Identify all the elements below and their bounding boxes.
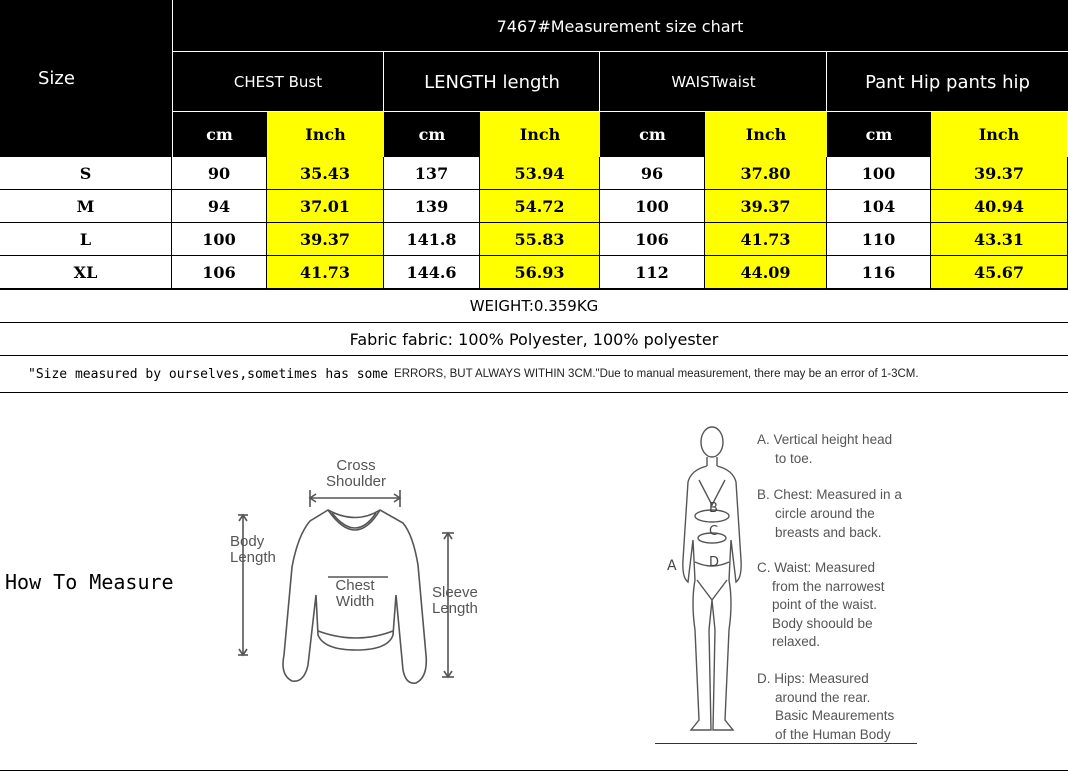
cell-inch: 37.80 (705, 157, 827, 190)
cell-inch: 35.43 (267, 157, 384, 190)
cell-inch: 44.09 (705, 256, 827, 289)
row-size-label: L (0, 223, 172, 256)
cell-inch: 37.01 (267, 190, 384, 223)
cell-inch: 41.73 (267, 256, 384, 289)
unit-inch-length: Inch (480, 112, 600, 157)
instruction-a: A. Vertical height head to toe. (757, 432, 893, 466)
instruction-b: B. Chest: Measured in a circle around the breasts and back. (757, 487, 902, 540)
garment-diagram (228, 455, 488, 690)
chart-title: 7467#Measurement size chart (172, 0, 1068, 52)
unit-cm-hip: cm (827, 112, 931, 157)
unit-inch-hip: Inch (931, 112, 1067, 157)
body-marker-a: A (667, 558, 677, 574)
label-sleeve-length: Sleeve Length (432, 584, 478, 617)
unit-cm-length: cm (384, 112, 480, 157)
cell-cm: 144.6 (384, 256, 480, 289)
unit-inch-waist: Inch (705, 112, 827, 157)
label-cross-shoulder: Cross Shoulder (325, 457, 387, 490)
cell-cm: 141.8 (384, 223, 480, 256)
group-header-chest: CHEST Bust (172, 52, 384, 112)
cell-cm: 100 (172, 223, 267, 256)
cell-cm: 104 (827, 190, 931, 223)
cell-cm: 112 (600, 256, 705, 289)
note-part-2: ERRORS, BUT ALWAYS WITHIN 3CM."Due to manual measurement, there may be an error of 1-3CM. (394, 368, 919, 380)
cell-inch: 53.94 (480, 157, 600, 190)
cell-inch: 45.67 (931, 256, 1068, 289)
cell-cm: 110 (827, 223, 931, 256)
cell-cm: 94 (172, 190, 267, 223)
label-body-length: Body Length (230, 533, 276, 566)
label-chest-width: Chest Width (335, 577, 375, 610)
body-marker-d: D (709, 555, 720, 570)
note-part-1: "Size measured by ourselves,sometimes has some (28, 366, 389, 382)
cell-cm: 116 (827, 256, 931, 289)
unit-cm-waist: cm (600, 112, 705, 157)
group-header-hip: Pant Hip pants hip (827, 52, 1068, 112)
cell-cm: 137 (384, 157, 480, 190)
body-marker-b: B (709, 501, 718, 516)
instruction-d: D. Hips: Measured around the rear. Basic Meaurements of the Human Body (757, 671, 895, 742)
cell-inch: 55.83 (480, 223, 600, 256)
fabric-row: Fabric fabric: 100% Polyester, 100% polyester (0, 322, 1068, 355)
cell-inch: 39.37 (931, 157, 1068, 190)
unit-inch-chest: Inch (267, 112, 384, 157)
instruction-c: C. Waist: Measured from the narrowest point of the waist. Body shoould be relaxed. (757, 560, 885, 649)
cell-cm: 100 (827, 157, 931, 190)
cell-inch: 40.94 (931, 190, 1068, 223)
cell-inch: 39.37 (705, 190, 827, 223)
cell-cm: 139 (384, 190, 480, 223)
body-diagram (655, 420, 755, 745)
size-header: Size (0, 0, 172, 157)
cell-inch: 56.93 (480, 256, 600, 289)
row-size-label: S (0, 157, 172, 190)
body-marker-c: C (709, 524, 719, 539)
cell-inch: 41.73 (705, 223, 827, 256)
unit-cm-chest: cm (172, 112, 267, 157)
row-size-label: M (0, 190, 172, 223)
cell-cm: 106 (600, 223, 705, 256)
cell-cm: 100 (600, 190, 705, 223)
group-header-length: LENGTH length (384, 52, 600, 112)
cell-inch: 39.37 (267, 223, 384, 256)
cell-cm: 106 (172, 256, 267, 289)
how-to-measure-title: How To Measure (5, 570, 174, 594)
cell-cm: 90 (172, 157, 267, 190)
weight-row: WEIGHT:0.359KG (0, 289, 1068, 322)
cell-inch: 43.31 (931, 223, 1068, 256)
row-size-label: XL (0, 256, 172, 289)
note-row (0, 355, 1068, 393)
group-header-waist: WAISTwaist (600, 52, 827, 112)
cell-cm: 96 (600, 157, 705, 190)
cell-inch: 54.72 (480, 190, 600, 223)
